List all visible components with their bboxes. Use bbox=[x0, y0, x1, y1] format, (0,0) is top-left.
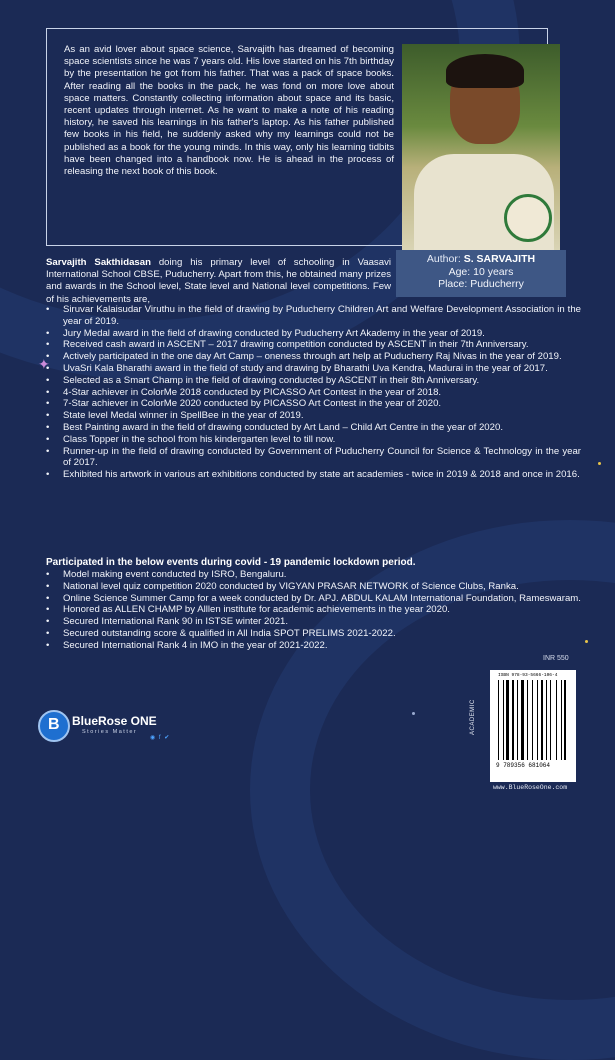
barcode bbox=[490, 670, 576, 782]
list-item: • Exhibited his artwork in various art exhibitions conducted by state art academies - twice in 2019 & 2018 and once in 2016. bbox=[46, 469, 581, 481]
publisher-name: BlueRose ONE bbox=[72, 714, 157, 728]
list-item: • 4-Star achiever in ColorMe 2018 conducted by PICASSO Art Contest in the year of 2018. bbox=[46, 387, 581, 399]
author-photo bbox=[402, 44, 560, 250]
logo-mark bbox=[38, 710, 70, 742]
star-dot bbox=[598, 462, 601, 465]
logo-mark-letter: B bbox=[48, 716, 60, 733]
price-label: INR 550 bbox=[543, 655, 569, 662]
author-age: Age: 10 years bbox=[448, 265, 514, 278]
list-item: • Siruvar Kalaisudar Viruthu in the field of drawing by Puducherry Children Art and Welfare Development Association in the year of 2019. bbox=[46, 304, 581, 328]
intro-paragraph bbox=[46, 257, 391, 306]
bio-paragraph: As an avid lover about space science, Sarvajith has dreamed of becoming space scientists since he was 7 years old. His love started on his 7th birthday by the presentation he got from his father. That was a pack of space books. After reading all the books in the pack, he was fond on more love about space matters. Constantly collecting information about space and its basic, recent updates through internet. As he want to make a note of his reading history, he saved his learnings in his father's laptop. As his father published few books in his field, he suddenly asked why my learnings could not be published as a book for the young minds. In this way, only his learning tidbits have been changed into a handbook now. He is ahead in the process of releasing the next book of this book. bbox=[64, 44, 394, 178]
list-item: • National level quiz competition 2020 conducted by VIGYAN PRASAR NETWORK of Science Clubs, Ranka. bbox=[46, 581, 581, 593]
list-item: • Best Painting award in the field of drawing conducted by Art Land – Child Art Centre in the year of 2020. bbox=[46, 422, 581, 434]
author-label: Author: bbox=[426, 253, 461, 265]
publisher-tagline: Stories Matter bbox=[82, 729, 138, 735]
list-item: • Secured outstanding score & qualified in All India SPOT PRELIMS 2021-2022. bbox=[46, 628, 581, 640]
list-item: • Secured International Rank 90 in ISTSE winter 2021. bbox=[46, 616, 581, 628]
barcode-bars bbox=[498, 680, 568, 760]
list-item: • Model making event conducted by ISRO, Bengaluru. bbox=[46, 569, 581, 581]
achievements-list bbox=[46, 304, 581, 481]
list-item: • Selected as a Smart Champ in the field of drawing conducted by ASCENT in their 8th Anniversary. bbox=[46, 375, 581, 387]
star-dot bbox=[585, 640, 588, 643]
social-icons: ◉ f ✔ bbox=[150, 735, 171, 741]
author-name: S. SARVAJITH bbox=[463, 253, 536, 265]
list-item: • Class Topper in the school from his kindergarten level to till now. bbox=[46, 434, 581, 446]
category-label: ACADEMIC bbox=[470, 699, 476, 735]
list-item: • Actively participated in the one day Art Camp – oneness through art help at Puducherry Raj Nivas in the year of 2019. bbox=[46, 351, 581, 363]
intro-name: Sarvajith Sakthidasan bbox=[46, 257, 151, 268]
list-item: • State level Medal winner in SpellBee in the year of 2019. bbox=[46, 410, 581, 422]
author-caption bbox=[396, 250, 566, 297]
author-place: Place: Puducherry bbox=[438, 278, 524, 290]
star-dot bbox=[412, 712, 415, 715]
photo-badge bbox=[504, 194, 552, 242]
photo-hair bbox=[446, 54, 524, 88]
list-item: • Secured International Rank 4 in IMO in the year of 2021-2022. bbox=[46, 640, 581, 652]
intro-text: doing his primary level of schooling in Vaasavi International School CBSE, Puducherry. Apart from this, he obtained many prizes and awards in the School level, State level and National level competitions. Few of his achievements are, bbox=[46, 257, 391, 305]
list-item: • Received cash award in ASCENT – 2017 drawing competition conducted by ASCENT in their 7th Anniversary. bbox=[46, 339, 581, 351]
list-item: • 7-Star achiever in ColorMe 2020 conducted by PICASSO Art Contest in the year of 2020. bbox=[46, 398, 581, 410]
list-item: • Online Science Summer Camp for a week conducted by Dr. APJ. ABDUL KALAM International Foundation, Rameswaram. bbox=[46, 593, 581, 605]
list-item: • Jury Medal award in the field of drawing conducted by Puducherry Art Akademy in the year of 2019. bbox=[46, 328, 581, 340]
isbn-label: ISBN 978-93-5666-106-4 bbox=[498, 673, 558, 678]
star-icon: ✦ bbox=[38, 356, 50, 372]
covid-heading: Participated in the below events during covid - 19 pandemic lockdown period. bbox=[46, 557, 416, 568]
list-item: • Runner-up in the field of drawing conducted by Government of Puducherry Council for Science & Technology in the year of 2017. bbox=[46, 446, 581, 470]
barcode-number: 9 789356 681064 bbox=[496, 762, 551, 769]
covid-events-list bbox=[46, 569, 581, 652]
website-url: www.BlueRoseOne.com bbox=[493, 784, 568, 791]
list-item: • UvaSri Kala Bharathi award in the field of study and drawing by Bharathi Uva Kendra, Madurai in the year of 2017. bbox=[46, 363, 581, 375]
list-item: • Honored as ALLEN CHAMP by Alllen institute for academic achievements in the year 2020. bbox=[46, 604, 581, 616]
